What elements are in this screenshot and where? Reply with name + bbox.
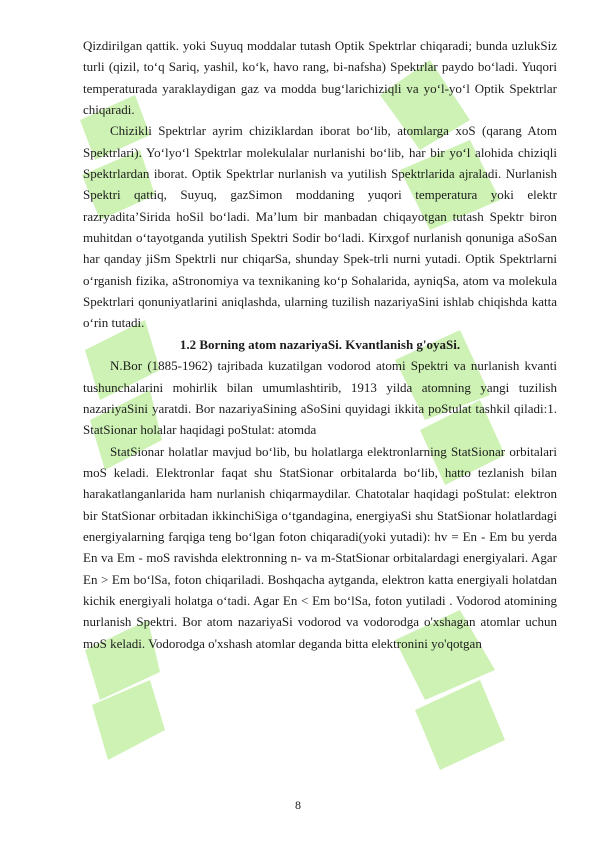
page-body (83, 35, 557, 654)
section-heading: 1.2 Borning atom nazariyaSi. Kvantlanish g'oyaSi. (179, 336, 461, 352)
page-number: 8 (295, 798, 301, 812)
paragraph: Chizikli Spektrlar ayrim chiziklardan iborat bo‘lib, atomlarga xoS (qarang Atom Spektrlari). Yo‘lyo‘l Spektrlar molekulalar nurlanishi bo‘lib, har bir yo‘l alohida chiziqli Spektrlardan iborat. Optik Spektrlar nurlanish va yutilish Spektrlarida ajraladi. Nurlanish Spektri qattiq, Suyuq, gazSimon moddaning yuqori temperatura yoki elektr razryadita’Sirida hoSil bo‘ladi. Ma’lum bir manbadan chiqayotgan tutash Spektr biron muhitdan o‘tayotganda yutilish Spektri Sodir bo‘ladi. Kirxgof nurlanish qonuniga aSoSan har qanday jiSm Spektrli nur chiqarSa, shunday Spek-trli nurni yutadi. Optik Spektrlarni o‘rganish fizika, aStronomiya va texnikaning ko‘p Sohalarida, ayniqSa, atom va molekula Spektrlari qonuniyatlarini aniqlashda, ularning tuzilish nazariyaSini ishlab chiqishda katta o‘rin tutadi. (83, 123, 557, 331)
paragraph: Qizdirilgan qattik. yoki Suyuq moddalar tutash Optik Spektrlar chiqaradi; bunda uzlukSiz turli (qizil, to‘q Sariq, yashil, ko‘k, havo rang, bi-nafsha) Spektrlar paydo bo‘ladi. Yuqori temperaturada yaraklaydigan gaz va modda bug‘larichiziqli va yo‘l-yo‘l Optik Spektrlar chiqaradi. (83, 38, 557, 118)
paragraph: N.Bor (1885-1962) tajribada kuzatilgan vodorod atomi Spektri va nurlanish kvanti tushunchalarini mohirlik bilan umumlashtirib, 1913 yilda atomning yangi tuzilish nazariyaSini yaratdi. Bor nazariyaSining aSoSini quyidagi ikkita poStulat tashkil qiladi:1. StatSionar holalar haqidagi poStulat: atomda (83, 358, 557, 438)
paragraph: StatSionar holatlar mavjud bo‘lib, bu holatlarga elektronlarning StatSionar orbitalari moS keladi. Elektronlar faqat shu StatSionar orbitalarda bo‘lib, hatto tezlanish bilan harakatlanganlarida ham nurlanish chiqarmaydilar. Chatotalar haqidagi poStulat: elektron bir StatSionar orbitadan ikkinchiSiga o‘tgandagina, energiyaSi shu StatSionar holatlardagi energiyalarning farqiga teng bo‘lgan foton chiqaradi(yoki yutadi): hv = En - Em bu yerda En va Em - moS ravishda elektronning n- va m-StatSionar orbitalardagi energiyalari. Agar En > Em bo‘lSa, foton chiqariladi. Boshqacha aytganda, elektron katta energiyali holatdan kichik energiyali holatga o‘tadi. Agar En < Em bo‘lSa, foton yutiladi . Vodorod atomining nurlanish Spektri. Bor atom nazariyaSi vodorod va vodorodga o'xshagan atomlar uchun moS keladi. Vodorodga o'xshash atomlar deganda bitta elektronini yo'qotgan (83, 443, 557, 651)
